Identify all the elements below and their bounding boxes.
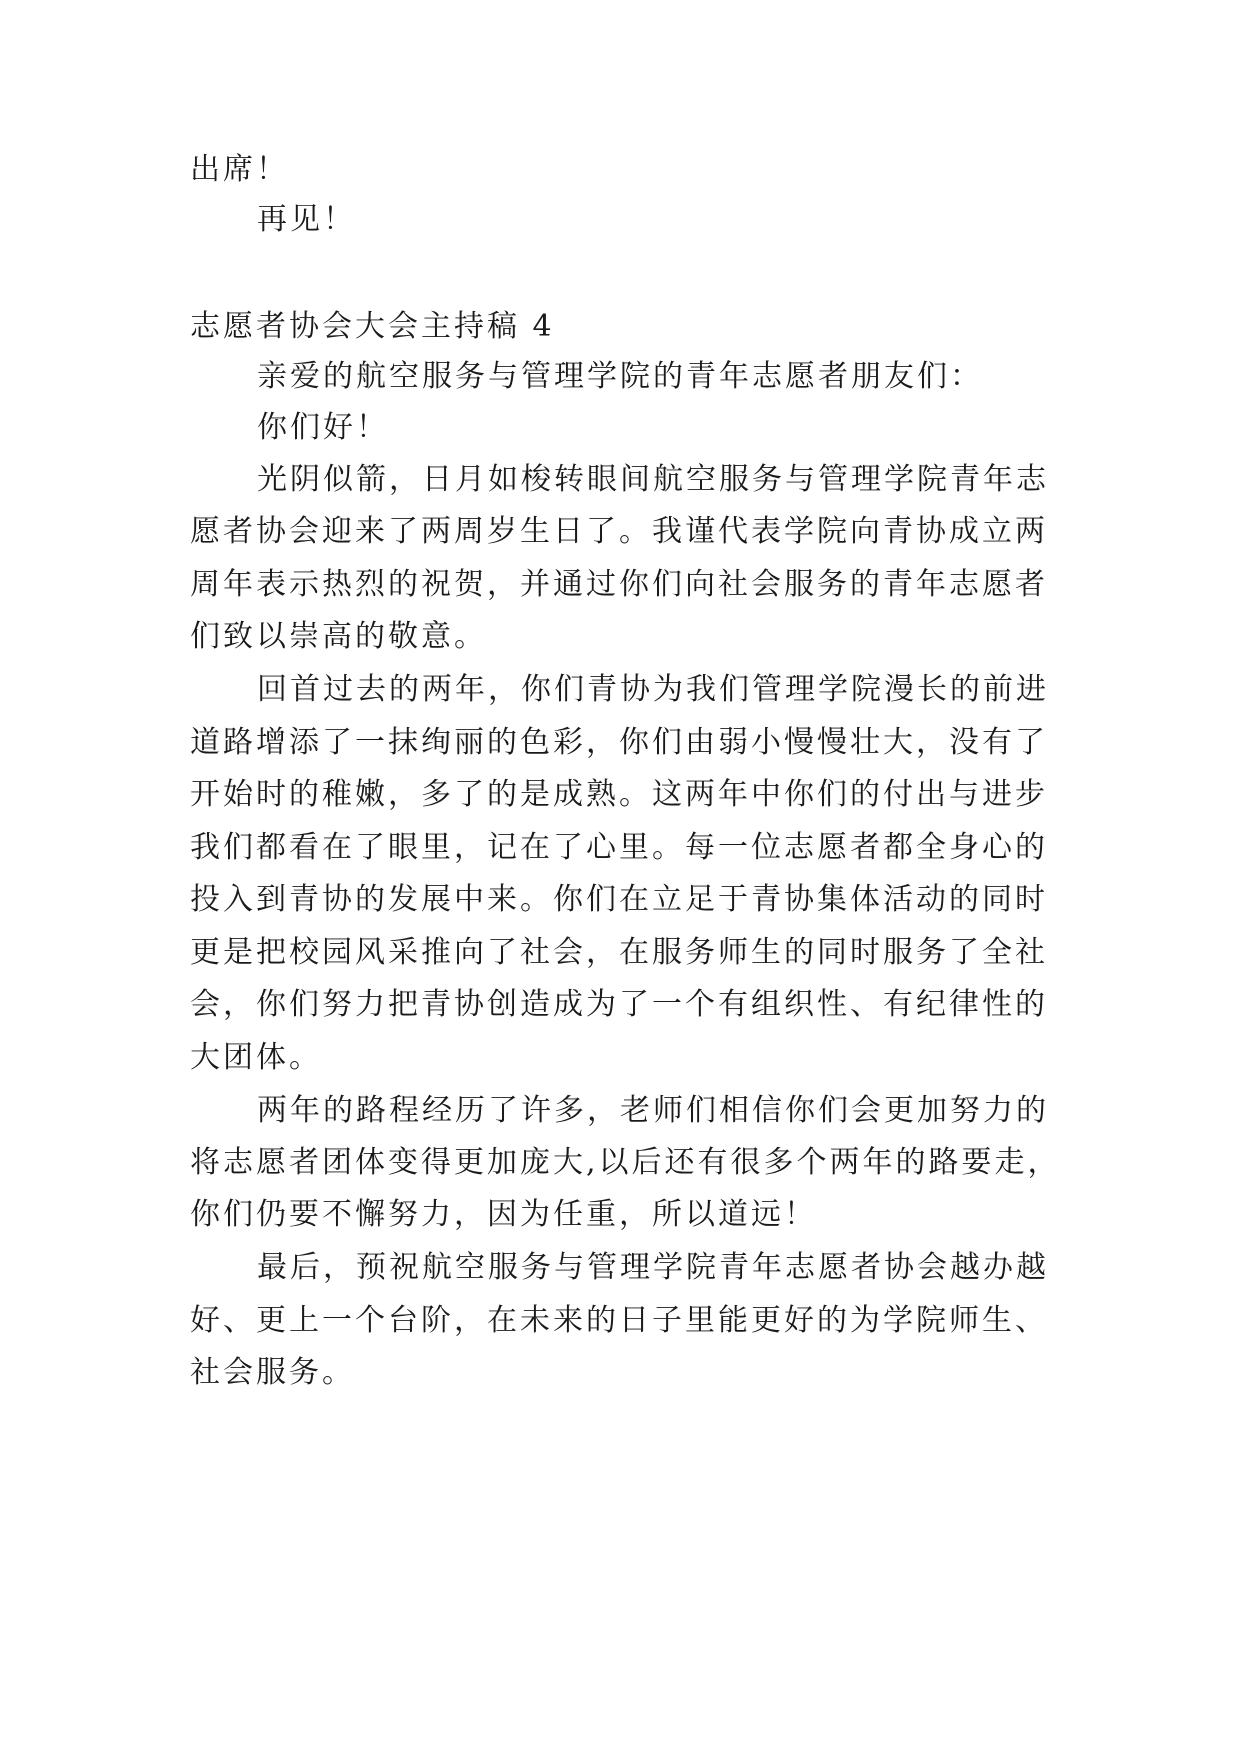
paragraph-line: 道路增添了一抹绚丽的色彩，你们由弱小慢慢壮大，没有了 xyxy=(190,725,1048,760)
paragraph-line: 愿者协会迎来了两周岁生日了。我谨代表学院向青协成立两 xyxy=(190,514,1048,549)
paragraph-line: 大团体。 xyxy=(190,1040,322,1075)
paragraph-line: 开始时的稚嫩，多了的是成熟。这两年中你们的付出与进步 xyxy=(190,777,1048,812)
prev-ending-farewell: 再见！ xyxy=(257,202,356,237)
greeting: 亲爱的航空服务与管理学院的青年志愿者朋友们： xyxy=(257,359,983,394)
paragraph-line: 社会服务。 xyxy=(190,1355,355,1390)
paragraph-line: 光阴似箭，日月如梭转眼间航空服务与管理学院青年志 xyxy=(257,462,1049,497)
paragraph-line: 更是把校园风采推向了社会，在服务师生的同时服务了全社 xyxy=(190,935,1048,970)
paragraph-line: 你们仍要不懈努力，因为任重，所以道远！ xyxy=(190,1197,817,1232)
document-title: 志愿者协会大会主持稿 4 xyxy=(190,309,555,344)
prev-ending-line: 出席！ xyxy=(190,152,289,187)
paragraph-line: 投入到青协的发展中来。你们在立足于青协集体活动的同时 xyxy=(190,882,1048,917)
paragraph-line: 回首过去的两年，你们青协为我们管理学院漫长的前进 xyxy=(257,672,1049,707)
paragraph-line: 会，你们努力把青协创造成为了一个有组织性、有纪律性的 xyxy=(190,987,1048,1022)
paragraph-line: 我们都看在了眼里，记在了心里。每一位志愿者都全身心的 xyxy=(190,830,1048,865)
paragraph-line: 两年的路程经历了许多，老师们相信你们会更加努力的 xyxy=(257,1093,1049,1128)
paragraph-line: 周年表示热烈的祝贺，并通过你们向社会服务的青年志愿者 xyxy=(190,567,1048,602)
paragraph-line: 将志愿者团体变得更加庞大,以后还有很多个两年的路要走， xyxy=(190,1145,1061,1180)
paragraph-line: 最后，预祝航空服务与管理学院青年志愿者协会越办越 xyxy=(257,1250,1049,1285)
paragraph-line: 们致以崇高的敬意。 xyxy=(190,619,487,654)
hello-line: 你们好！ xyxy=(257,410,389,445)
paragraph-line: 好、更上一个台阶，在未来的日子里能更好的为学院师生、 xyxy=(190,1303,1048,1338)
